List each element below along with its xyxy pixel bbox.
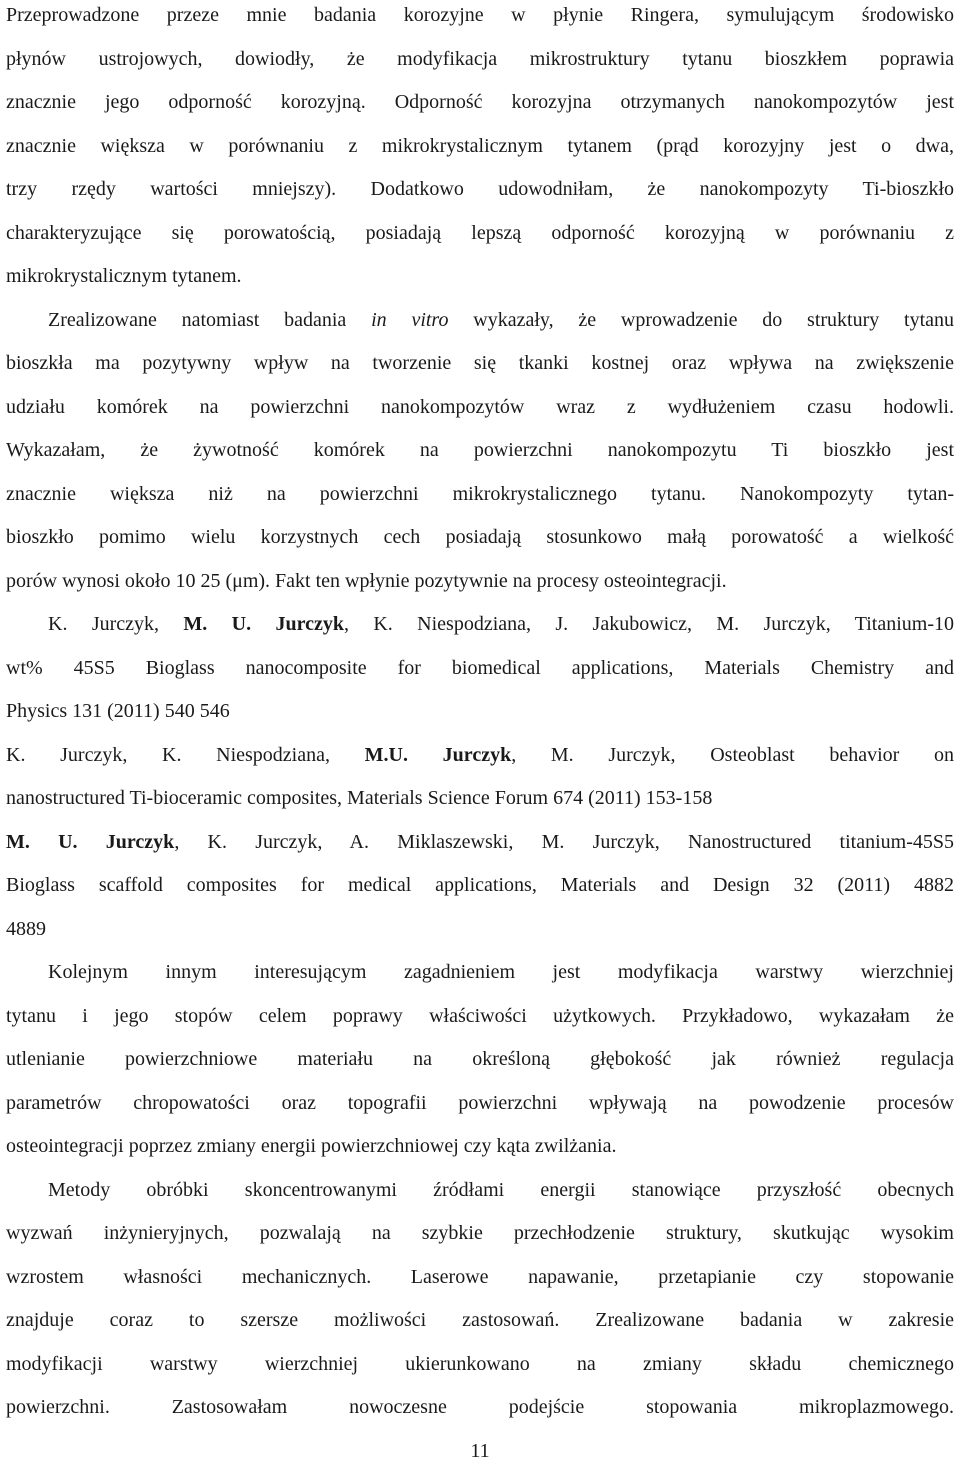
- reference-line: [6, 740, 954, 770]
- bold-author: M. U. Jurczyk: [183, 613, 344, 635]
- text-span: K. Jurczyk, K. Niespodziana,: [6, 744, 330, 766]
- page-number: 11: [470, 1440, 490, 1462]
- text-span: Zrealizowane natomiast badania: [48, 309, 347, 331]
- paragraph-line: bioszkło pomimo wielu korzystnych cech posiadają stosunkowo małą porowatość a wielkość: [6, 526, 954, 548]
- paragraph-line: znajduje coraz to szersze możliwości zastosowań. Zrealizowane badania w zakresie: [6, 1309, 954, 1331]
- paragraph-line: Metody obróbki skoncentrowanymi źródłami energii stanowiące przyszłość obecnych: [48, 1179, 954, 1201]
- paragraph-line: charakteryzujące się porowatością, posiadają lepszą odporność korozyjną w porównaniu z: [6, 222, 954, 244]
- paragraph-line: mikrokrystalicznym tytanem.: [6, 265, 242, 287]
- paragraph-line: bioszkła ma pozytywny wpływ na tworzenie się tkanki kostnej oraz wpływa na zwiększenie: [6, 352, 954, 374]
- italic-term: in vitro: [371, 309, 449, 331]
- reference-line: wt% 45S5 Bioglass nanocomposite for biomedical applications, Materials Chemistry and: [6, 657, 954, 679]
- paragraph-line: Kolejnym innym interesującym zagadnieniem jest modyfikacja warstwy wierzchniej: [48, 961, 954, 983]
- paragraph-line: udziału komórek na powierzchni nanokompozytów wraz z wydłużeniem czasu hodowli.: [6, 396, 954, 418]
- reference-line: Physics 131 (2011) 540 546: [6, 700, 230, 722]
- paragraph-line: Przeprowadzone przeze mnie badania korozyjne w płynie Ringera, symulującym środowisko: [6, 4, 954, 26]
- paragraph-line: wyzwań inżynieryjnych, pozwalają na szybkie przechłodzenie struktury, skutkując wysokim: [6, 1222, 954, 1244]
- paragraph-line: wzrostem własności mechanicznych. Laserowe napawanie, przetapianie czy stopowanie: [6, 1266, 954, 1288]
- paragraph-line: tytanu i jego stopów celem poprawy właściwości użytkowych. Przykładowo, wykazałam że: [6, 1005, 954, 1027]
- text-span: , K. Niespodziana, J. Jakubowicz, M. Jurczyk, Titanium-10: [343, 613, 954, 635]
- reference-line: [6, 827, 954, 857]
- bold-author: M.U. Jurczyk: [364, 744, 512, 766]
- paragraph-line: powierzchni. Zastosowałam nowoczesne podejście stopowania mikroplazmowego.: [6, 1396, 954, 1418]
- text-span: , K. Jurczyk, A. Miklaszewski, M. Jurczyk, Nanostructured titanium-45S5: [174, 831, 954, 853]
- paragraph-line: znacznie większa niż na powierzchni mikrokrystalicznego tytanu. Nanokompozyty tytan-: [6, 483, 954, 505]
- paragraph-line: [48, 305, 954, 335]
- paragraph-line: porów wynosi około 10 25 (μm). Fakt ten wpłynie pozytywnie na procesy osteointegracji.: [6, 570, 727, 592]
- reference-line: Bioglass scaffold composites for medical applications, Materials and Design 32 (2011) 4882: [6, 874, 954, 896]
- paragraph-line: płynów ustrojowych, dowiodły, że modyfikacja mikrostruktury tytanu bioszkłem poprawia: [6, 48, 954, 70]
- text-span: , M. Jurczyk, Osteoblast behavior on: [511, 744, 955, 766]
- text-span: wykazały, że wprowadzenie do struktury tytanu: [473, 309, 955, 331]
- paragraph-line: znacznie jego odporność korozyjną. Odporność korozyjna otrzymanych nanokompozytów jest: [6, 91, 954, 113]
- paragraph-line: parametrów chropowatości oraz topografii powierzchni wpływają na powodzenie procesów: [6, 1092, 954, 1114]
- text-span: K. Jurczyk,: [48, 613, 160, 635]
- paragraph-line: Wykazałam, że żywotność komórek na powierzchni nanokompozytu Ti bioszkło jest: [6, 439, 954, 461]
- paragraph-line: modyfikacji warstwy wierzchniej ukierunkowano na zmiany składu chemicznego: [6, 1353, 954, 1375]
- reference-line: [48, 609, 954, 639]
- bold-author: M. U. Jurczyk: [6, 831, 175, 853]
- paragraph-line: trzy rzędy wartości mniejszy). Dodatkowo udowodniłam, że nanokompozyty Ti-bioszkło: [6, 178, 954, 200]
- paragraph-line: utlenianie powierzchniowe materiału na określoną głębokość jak również regulacja: [6, 1048, 954, 1070]
- reference-line: 4889: [6, 918, 46, 940]
- paragraph-line: znacznie większa w porównaniu z mikrokrystalicznym tytanem (prąd korozyjny jest o dwa,: [6, 135, 954, 157]
- reference-line: nanostructured Ti-bioceramic composites, Materials Science Forum 674 (2011) 153-158: [6, 787, 713, 809]
- paragraph-line: osteointegracji poprzez zmiany energii powierzchniowej czy kąta zwilżania.: [6, 1135, 617, 1157]
